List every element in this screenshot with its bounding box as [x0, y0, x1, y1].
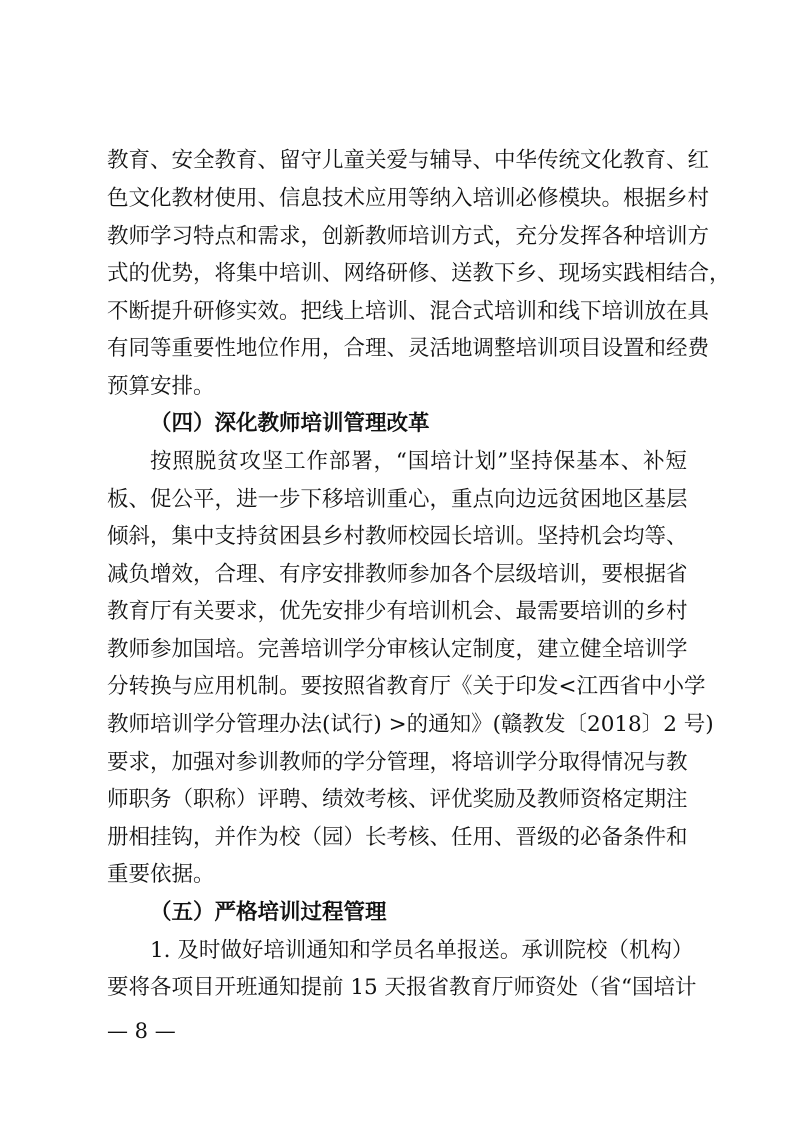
body-line: 分转换与应用机制。要按照省教育厅《关于印发<江西省中小学 — [107, 674, 706, 699]
body-line: 要将各项目开班通知提前 15 天报省教育厅师资处（省“国培计 — [107, 975, 697, 1000]
body-line: 不断提升研修实效。把线上培训、混合式培训和线下培训放在具 — [107, 299, 710, 324]
body-line: 板、促公平，进一步下移培训重心，重点向边远贫困地区基层 — [107, 487, 688, 512]
body-line: 册相挂钩，并作为校（园）长考核、任用、晋级的必备条件和 — [107, 825, 688, 850]
body-line: 重要依据。 — [107, 862, 215, 887]
body-line: 教师培训学分管理办法(试行) >的通知》(赣教发〔2018〕2 号) — [107, 712, 714, 737]
body-line: 色文化教材使用、信息技术应用等纳入培训必修模块。根据乡村 — [107, 186, 710, 211]
body-line: 有同等重要性地位作用，合理、灵活地调整培训项目设置和经费 — [107, 336, 710, 361]
section-heading: （五）严格培训过程管理 — [150, 900, 387, 925]
body-line: 教育、安全教育、留守儿童关爱与辅导、中华传统文化教育、红 — [107, 148, 710, 173]
body-line: 要求，加强对参训教师的学分管理，将培训学分取得情况与教 — [107, 750, 688, 775]
body-line: 倾斜，集中支持贫困县乡村教师校园长培训。坚持机会均等、 — [107, 524, 688, 549]
body-line: 减负增效，合理、有序安排教师参加各个层级培训，要根据省 — [107, 562, 688, 587]
page-number: — 8 — — [107, 1019, 176, 1043]
body-line: 师职务（职称）评聘、绩效考核、评优奖励及教师资格定期注 — [107, 787, 688, 812]
body-line: 教育厅有关要求，优先安排少有培训机会、最需要培训的乡村 — [107, 599, 688, 624]
body-line: 预算安排。 — [107, 374, 215, 399]
body-line: 1. 及时做好培训通知和学员名单报送。承训院校（机构） — [150, 938, 694, 963]
body-line: 式的优势，将集中培训、网络研修、送教下乡、现场实践相结合， — [107, 261, 731, 286]
body-line: 按照脱贫攻坚工作部署，“国培计划”坚持保基本、补短 — [150, 449, 687, 474]
body-line: 教师参加国培。完善培训学分审核认定制度，建立健全培训学 — [107, 637, 688, 662]
body-line: 教师学习特点和需求，创新教师培训方式，充分发挥各种培训方 — [107, 224, 710, 249]
section-heading: （四）深化教师培训管理改革 — [150, 411, 430, 436]
